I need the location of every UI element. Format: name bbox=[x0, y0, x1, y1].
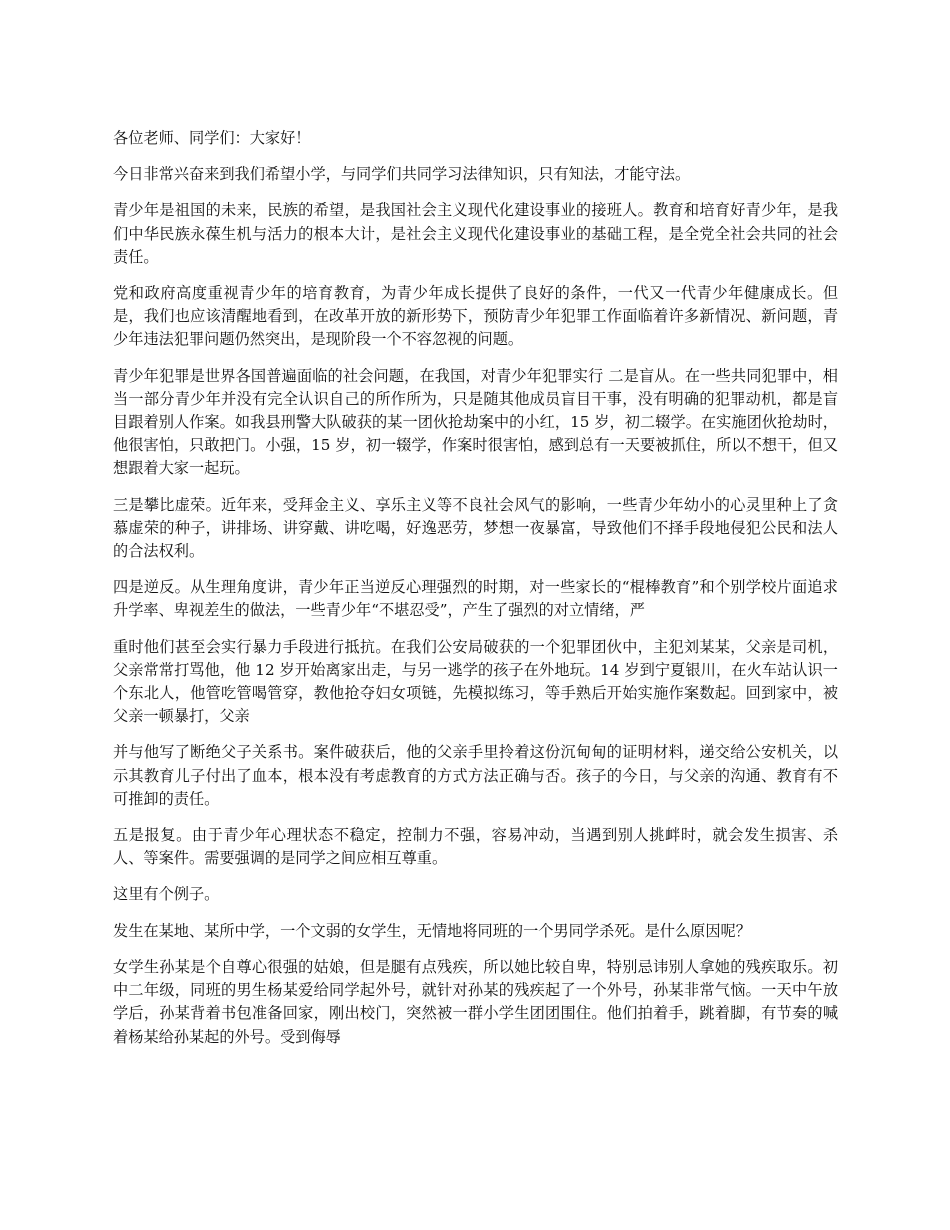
body-paragraph: 青少年犯罪是世界各国普遍面临的社会问题，在我国，对青少年犯罪实行 二是盲从。在一些共同犯罪中，相当一部分青少年并没有完全认识自己的所作所为，只是随其他成员盲目干事，没有明确的犯罪动机，都是盲目跟着别人作案。如我县刑警大队破获的某一团伙抢劫案中的小红，15 岁，初二辍学。在实施团伙抢劫时，他很害怕，只敢把门。小强，15 岁，初一辍学，作案时很害怕，感到总有一天要被抓住，所以不想干，但又想跟着大家一起玩。 bbox=[113, 366, 838, 478]
body-paragraph: 五是报复。由于青少年心理状态不稳定，控制力不强，容易冲动，当遇到别人挑衅时，就会发生损害、杀人、等案件。需要强调的是同学之间应相互尊重。 bbox=[113, 826, 838, 868]
body-paragraph: 青少年是祖国的未来，民族的希望，是我国社会主义现代化建设事业的接班人。教育和培育好青少年，是我们中华民族永葆生机与活力的根本大计，是社会主义现代化建设事业的基础工程，是全党全社会共同的社会责任。 bbox=[113, 201, 838, 266]
intro-paragraph: 今日非常兴奋来到我们希望小学，与同学们共同学习法律知识，只有知法，才能守法。 bbox=[113, 165, 691, 184]
body-paragraph: 四是逆反。从生理角度讲，青少年正当逆反心理强烈的时期，对一些家长的“棍棒教育”和个别学校片面追求升学率、卑视差生的做法，一些青少年“不堪忍受”，产生了强烈的对立情绪，严 bbox=[113, 578, 838, 620]
body-paragraph: 三是攀比虚荣。近年来，受拜金主义、享乐主义等不良社会风气的影响，一些青少年幼小的心灵里种上了贪慕虚荣的种子，讲排场、讲穿戴、讲吃喝，好逸恶劳，梦想一夜暴富，导致他们不择手段地侵犯公民和法人的合法权利。 bbox=[113, 495, 838, 561]
body-paragraph: 党和政府高度重视青少年的培育教育，为青少年成长提供了良好的条件，一代又一代青少年健康成长。但是，我们也应该清醒地看到，在改革开放的新形势下，预防青少年犯罪工作面临着许多新情况、新问题，青少年违法犯罪问题仍然突出，是现阶段一个不容忽视的问题。 bbox=[113, 284, 838, 349]
body-paragraph: 并与他写了断绝父子关系书。案件破获后，他的父亲手里拎着这份沉甸甸的证明材料，递交给公安机关，以示其教育儿子付出了血本，根本没有考虑教育的方式方法正确与否。孩子的今日，与父亲的沟通、教育有不可推卸的责任。 bbox=[113, 743, 838, 808]
body-paragraph: 重时他们甚至会实行暴力手段进行抵抗。在我们公安局破获的一个犯罪团伙中，主犯刘某某，父亲是司机，父亲常常打骂他，他 12 岁开始离家出走，与另一逃学的孩子在外地玩。14 岁到宁夏银川，在火车站认识一个东北人，他管吃管喝管穿，教他抢夺妇女项链，先模拟练习，等手熟后开始实施作案数起。回到家中，被父亲一顿暴打，父亲 bbox=[113, 637, 838, 726]
body-paragraph: 这里有个例子。 bbox=[113, 885, 220, 904]
document-body bbox=[113, 127, 838, 1062]
body-paragraph: 发生在某地、某所中学，一个文弱的女学生，无情地将同班的一个男同学杀死。是什么原因呢？ bbox=[113, 921, 751, 940]
body-paragraph: 女学生孙某是个自尊心很强的姑娘，但是腿有点残疾，所以她比较自卑，特别忌讳别人拿她的残疾取乐。初中二年级，同班的男生杨某爱给同学起外号，就针对孙某的残疾起了一个外号，孙某非常气恼。一天中午放学后，孙某背着书包准备回家，刚出校门，突然被一群小学生团团围住。他们拍着手，跳着脚，有节奏的喊着杨某给孙某起的外号。受到侮辱 bbox=[113, 957, 838, 1046]
greeting-paragraph: 各位老师、同学们：大家好！ bbox=[113, 129, 311, 147]
